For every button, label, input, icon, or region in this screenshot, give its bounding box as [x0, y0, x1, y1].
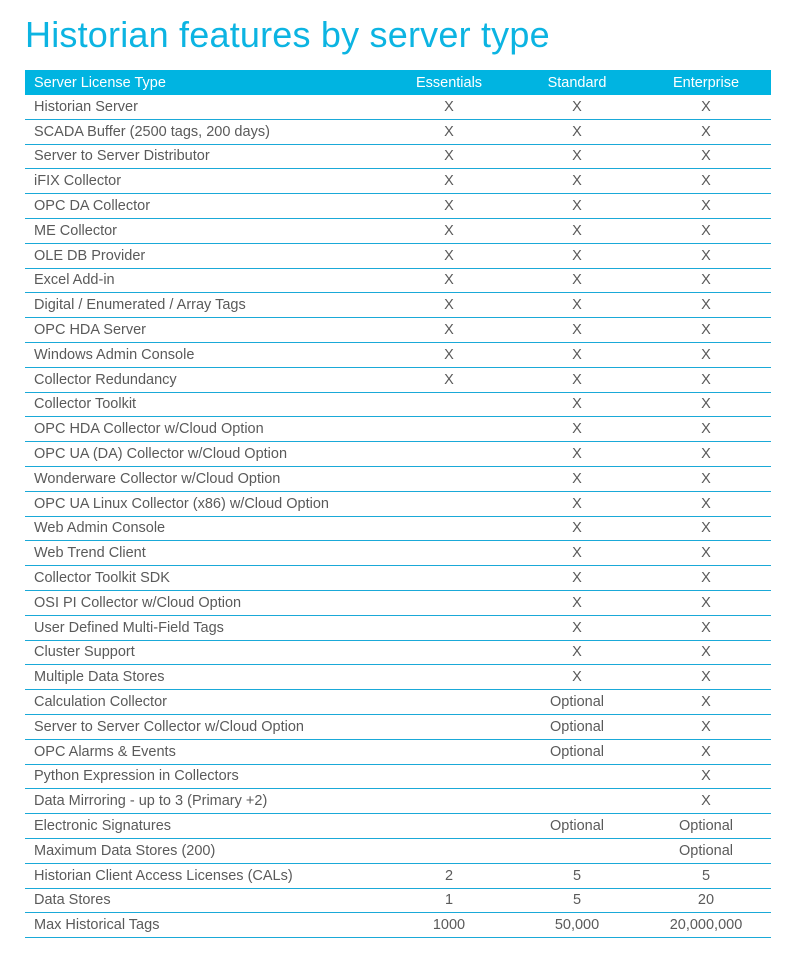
table-row	[25, 764, 771, 789]
standard-cell: 5	[513, 863, 641, 888]
enterprise-cell: X	[641, 218, 771, 243]
enterprise-cell: X	[641, 690, 771, 715]
essentials-cell: X	[385, 119, 513, 144]
enterprise-cell: X	[641, 466, 771, 491]
feature-name: Python Expression in Collectors	[25, 764, 385, 789]
features-table	[25, 70, 771, 938]
table-row	[25, 119, 771, 144]
essentials-cell	[385, 764, 513, 789]
feature-name: OPC DA Collector	[25, 194, 385, 219]
feature-name: OPC UA Linux Collector (x86) w/Cloud Option	[25, 491, 385, 516]
table-row	[25, 516, 771, 541]
enterprise-cell: Optional	[641, 838, 771, 863]
essentials-cell: X	[385, 367, 513, 392]
enterprise-cell: X	[641, 615, 771, 640]
table-row	[25, 392, 771, 417]
header-enterprise: Enterprise	[641, 70, 771, 95]
enterprise-cell: X	[641, 367, 771, 392]
standard-cell: X	[513, 342, 641, 367]
table-row	[25, 169, 771, 194]
enterprise-cell: X	[641, 714, 771, 739]
table-row	[25, 268, 771, 293]
standard-cell: X	[513, 442, 641, 467]
enterprise-cell: X	[641, 491, 771, 516]
table-row	[25, 466, 771, 491]
feature-name: User Defined Multi-Field Tags	[25, 615, 385, 640]
table-row	[25, 739, 771, 764]
feature-name: Server to Server Collector w/Cloud Option	[25, 714, 385, 739]
enterprise-cell: X	[641, 95, 771, 119]
essentials-cell	[385, 491, 513, 516]
table-row	[25, 888, 771, 913]
feature-name: Historian Client Access Licenses (CALs)	[25, 863, 385, 888]
header-license-type: Server License Type	[25, 70, 385, 95]
table-row	[25, 95, 771, 119]
standard-cell: Optional	[513, 814, 641, 839]
essentials-cell	[385, 838, 513, 863]
enterprise-cell: X	[641, 342, 771, 367]
standard-cell: X	[513, 665, 641, 690]
essentials-cell: X	[385, 243, 513, 268]
essentials-cell	[385, 739, 513, 764]
table-row	[25, 342, 771, 367]
table-row	[25, 491, 771, 516]
standard-cell: X	[513, 144, 641, 169]
standard-cell: X	[513, 318, 641, 343]
enterprise-cell: X	[641, 566, 771, 591]
enterprise-cell: 5	[641, 863, 771, 888]
feature-name: OLE DB Provider	[25, 243, 385, 268]
feature-name: Data Mirroring - up to 3 (Primary +2)	[25, 789, 385, 814]
feature-name: Collector Redundancy	[25, 367, 385, 392]
feature-name: Collector Toolkit	[25, 392, 385, 417]
essentials-cell: X	[385, 169, 513, 194]
table-row	[25, 566, 771, 591]
feature-name: Calculation Collector	[25, 690, 385, 715]
essentials-cell: 1000	[385, 913, 513, 938]
enterprise-cell: X	[641, 119, 771, 144]
table-row	[25, 367, 771, 392]
standard-cell: 5	[513, 888, 641, 913]
standard-cell	[513, 789, 641, 814]
table-row	[25, 144, 771, 169]
enterprise-cell: X	[641, 789, 771, 814]
feature-name: Wonderware Collector w/Cloud Option	[25, 466, 385, 491]
table-header-row	[25, 70, 771, 95]
feature-name: ME Collector	[25, 218, 385, 243]
standard-cell: X	[513, 194, 641, 219]
essentials-cell	[385, 541, 513, 566]
table-row	[25, 665, 771, 690]
table-row	[25, 194, 771, 219]
header-standard: Standard	[513, 70, 641, 95]
table-row	[25, 417, 771, 442]
standard-cell: X	[513, 566, 641, 591]
enterprise-cell: X	[641, 442, 771, 467]
feature-name: Windows Admin Console	[25, 342, 385, 367]
standard-cell: X	[513, 392, 641, 417]
feature-name: Server to Server Distributor	[25, 144, 385, 169]
feature-name: Electronic Signatures	[25, 814, 385, 839]
essentials-cell: X	[385, 194, 513, 219]
essentials-cell: X	[385, 144, 513, 169]
feature-name: Max Historical Tags	[25, 913, 385, 938]
feature-name: Web Admin Console	[25, 516, 385, 541]
table-row	[25, 243, 771, 268]
essentials-cell	[385, 392, 513, 417]
feature-name: Multiple Data Stores	[25, 665, 385, 690]
essentials-cell: X	[385, 318, 513, 343]
table-row	[25, 541, 771, 566]
table-row	[25, 318, 771, 343]
standard-cell: X	[513, 417, 641, 442]
enterprise-cell: X	[641, 243, 771, 268]
page-title: Historian features by server type	[25, 14, 550, 55]
essentials-cell: X	[385, 95, 513, 119]
essentials-cell	[385, 466, 513, 491]
feature-name: Excel Add-in	[25, 268, 385, 293]
enterprise-cell: X	[641, 268, 771, 293]
standard-cell: X	[513, 615, 641, 640]
table-row	[25, 863, 771, 888]
standard-cell: X	[513, 541, 641, 566]
enterprise-cell: X	[641, 392, 771, 417]
standard-cell: X	[513, 516, 641, 541]
table-row	[25, 714, 771, 739]
enterprise-cell: X	[641, 318, 771, 343]
feature-name: OPC Alarms & Events	[25, 739, 385, 764]
standard-cell: X	[513, 243, 641, 268]
standard-cell: X	[513, 218, 641, 243]
standard-cell: Optional	[513, 690, 641, 715]
enterprise-cell: X	[641, 169, 771, 194]
feature-name: Cluster Support	[25, 640, 385, 665]
essentials-cell: X	[385, 293, 513, 318]
table-row	[25, 789, 771, 814]
standard-cell: Optional	[513, 739, 641, 764]
essentials-cell	[385, 566, 513, 591]
enterprise-cell: 20,000,000	[641, 913, 771, 938]
standard-cell: 50,000	[513, 913, 641, 938]
standard-cell: X	[513, 293, 641, 318]
essentials-cell	[385, 442, 513, 467]
essentials-cell	[385, 590, 513, 615]
standard-cell: X	[513, 367, 641, 392]
enterprise-cell: X	[641, 640, 771, 665]
essentials-cell	[385, 665, 513, 690]
standard-cell: X	[513, 590, 641, 615]
essentials-cell	[385, 516, 513, 541]
table-row	[25, 442, 771, 467]
enterprise-cell: Optional	[641, 814, 771, 839]
enterprise-cell: X	[641, 194, 771, 219]
essentials-cell	[385, 789, 513, 814]
enterprise-cell: X	[641, 665, 771, 690]
standard-cell: Optional	[513, 714, 641, 739]
header-essentials: Essentials	[385, 70, 513, 95]
enterprise-cell: X	[641, 144, 771, 169]
table-row	[25, 615, 771, 640]
essentials-cell	[385, 640, 513, 665]
feature-name: Data Stores	[25, 888, 385, 913]
enterprise-cell: X	[641, 293, 771, 318]
feature-name: SCADA Buffer (2500 tags, 200 days)	[25, 119, 385, 144]
essentials-cell: X	[385, 268, 513, 293]
essentials-cell	[385, 690, 513, 715]
standard-cell: X	[513, 119, 641, 144]
essentials-cell: X	[385, 342, 513, 367]
table-row	[25, 690, 771, 715]
standard-cell: X	[513, 268, 641, 293]
standard-cell: X	[513, 466, 641, 491]
enterprise-cell: X	[641, 417, 771, 442]
essentials-cell	[385, 814, 513, 839]
table-row	[25, 913, 771, 938]
feature-name: Historian Server	[25, 95, 385, 119]
standard-cell	[513, 764, 641, 789]
enterprise-cell: X	[641, 764, 771, 789]
feature-name: OPC UA (DA) Collector w/Cloud Option	[25, 442, 385, 467]
feature-name: OPC HDA Collector w/Cloud Option	[25, 417, 385, 442]
table-row	[25, 218, 771, 243]
enterprise-cell: 20	[641, 888, 771, 913]
table-row	[25, 293, 771, 318]
enterprise-cell: X	[641, 590, 771, 615]
feature-name: Digital / Enumerated / Array Tags	[25, 293, 385, 318]
feature-name: iFIX Collector	[25, 169, 385, 194]
feature-name: Web Trend Client	[25, 541, 385, 566]
essentials-cell	[385, 615, 513, 640]
essentials-cell	[385, 417, 513, 442]
table-row	[25, 590, 771, 615]
standard-cell: X	[513, 491, 641, 516]
enterprise-cell: X	[641, 541, 771, 566]
enterprise-cell: X	[641, 739, 771, 764]
feature-name: Maximum Data Stores (200)	[25, 838, 385, 863]
essentials-cell: X	[385, 218, 513, 243]
essentials-cell	[385, 714, 513, 739]
table-row	[25, 838, 771, 863]
feature-name: Collector Toolkit SDK	[25, 566, 385, 591]
standard-cell: X	[513, 169, 641, 194]
standard-cell: X	[513, 640, 641, 665]
feature-name: OSI PI Collector w/Cloud Option	[25, 590, 385, 615]
essentials-cell: 2	[385, 863, 513, 888]
essentials-cell: 1	[385, 888, 513, 913]
standard-cell	[513, 838, 641, 863]
standard-cell: X	[513, 95, 641, 119]
table-row	[25, 640, 771, 665]
feature-name: OPC HDA Server	[25, 318, 385, 343]
table-row	[25, 814, 771, 839]
enterprise-cell: X	[641, 516, 771, 541]
